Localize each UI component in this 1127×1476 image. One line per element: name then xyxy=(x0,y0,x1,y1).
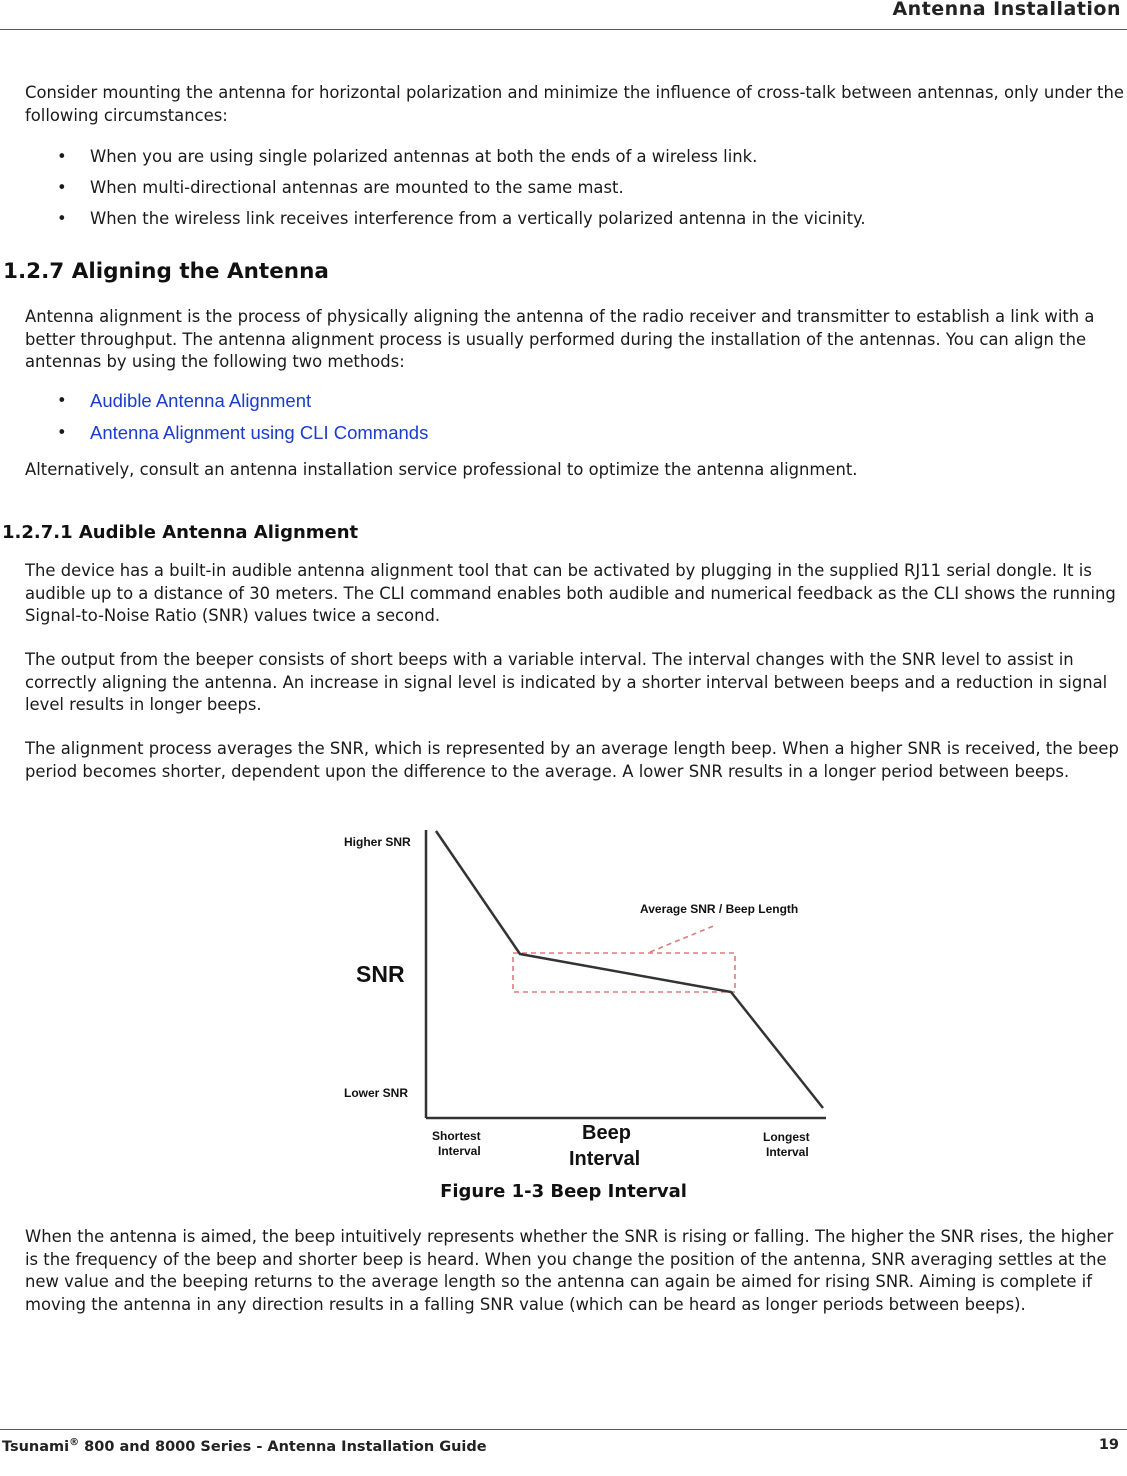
y-top-label: Higher SNR xyxy=(344,835,411,849)
registered-mark: ® xyxy=(69,1437,80,1448)
link-cli-alignment[interactable]: Antenna Alignment using CLI Commands xyxy=(90,422,429,443)
footer-document-title xyxy=(2,1437,487,1455)
footer-title-rest: 800 and 8000 Series - Antenna Installation Guide xyxy=(79,1438,487,1455)
x-right-label-line1: Longest xyxy=(763,1130,810,1144)
bullet-icon: • xyxy=(57,147,67,166)
audible-paragraph-2: The output from the beeper consists of short beeps with a variable interval. The interval changes with the SNR level to assist in correctly aligning the antenna. An increase in signal level is indicated by a shorter interval between beeps and a reduction in signal level results in longer beeps. xyxy=(25,650,1108,714)
bullet-icon: • xyxy=(57,209,67,228)
bullet-text: When the wireless link receives interference from a vertically polarized antenna in the vicinity. xyxy=(90,209,866,228)
audible-paragraph-1: The device has a built-in audible antenna alignment tool that can be activated by plugging in the supplied RJ11 serial dongle. It is audible up to a distance of 30 meters. The CLI command enables both audible and numerical feedback as the CLI shows the running Signal-to-Noise Ratio (SNR) values twice a second. xyxy=(25,561,1116,625)
section-heading-aligning-antenna: 1.2.7 Aligning the Antenna xyxy=(3,259,329,284)
footer-divider xyxy=(0,1429,1127,1430)
annotation-leader-line xyxy=(650,925,716,952)
section-127-paragraph: Antenna alignment is the process of physically aligning the antenna of the radio receiver and transmitter to establish a link with a better throughput. The antenna alignment process is usually performed during the installation of the antennas. You can align the antennas by using the following two methods: xyxy=(25,307,1095,371)
subsection-heading-audible-alignment: 1.2.7.1 Audible Antenna Alignment xyxy=(2,522,359,543)
intro-paragraph: Consider mounting the antenna for horizontal polarization and minimize the influence of cross-talk between antennas, only under the following circumstances: xyxy=(25,83,1124,125)
audible-paragraph-4: When the antenna is aimed, the beep intuitively represents whether the SNR is rising or falling. The higher the SNR rises, the higher is the frequency of the beep and shorter beep is heard. When you change the position of the antenna, SNR averaging settles at the new value and the beeping returns to the average length so the antenna can again be aimed for rising SNR. Aiming is complete if moving the antenna in any direction results in a falling SNR value (which can be heard as longer periods between beeps). xyxy=(25,1227,1114,1314)
page-number: 19 xyxy=(1098,1437,1119,1453)
figure-caption: Figure 1-3 Beep Interval xyxy=(440,1181,687,1202)
header-divider xyxy=(0,29,1127,30)
x-left-label-line1: Shortest xyxy=(432,1129,481,1143)
y-bottom-label: Lower SNR xyxy=(344,1086,409,1100)
y-axis-title: SNR xyxy=(356,961,405,987)
bullet-text: When multi-directional antennas are mounted to the same mast. xyxy=(90,178,624,197)
bullet-icon: • xyxy=(57,178,67,197)
x-axis-title-line2: Interval xyxy=(569,1148,641,1170)
footer-product: Tsunami xyxy=(2,1438,70,1455)
x-axis-title-line1: Beep xyxy=(582,1122,631,1144)
beep-interval-figure xyxy=(340,824,830,1172)
bullet-icon: • xyxy=(57,391,67,410)
link-audible-antenna-alignment[interactable]: Audible Antenna Alignment xyxy=(90,390,312,411)
annotation-label: Average SNR / Beep Length xyxy=(640,902,799,916)
bullet-icon: • xyxy=(57,423,67,442)
bullet-text: When you are using single polarized antennas at both the ends of a wireless link. xyxy=(90,147,758,166)
audible-paragraph-3: The alignment process averages the SNR, which is represented by an average length beep. When a higher SNR is received, the beep period becomes shorter, dependent upon the difference to the average. A lower SNR results in a longer period between beeps. xyxy=(25,739,1119,781)
x-right-label-line2: Interval xyxy=(766,1145,809,1159)
section-127-closing: Alternatively, consult an antenna installation service professional to optimize the antenna alignment. xyxy=(25,460,858,479)
page-header-title: Antenna Installation xyxy=(892,0,1121,20)
x-left-label-line2: Interval xyxy=(438,1144,481,1158)
snr-curve xyxy=(436,831,823,1108)
